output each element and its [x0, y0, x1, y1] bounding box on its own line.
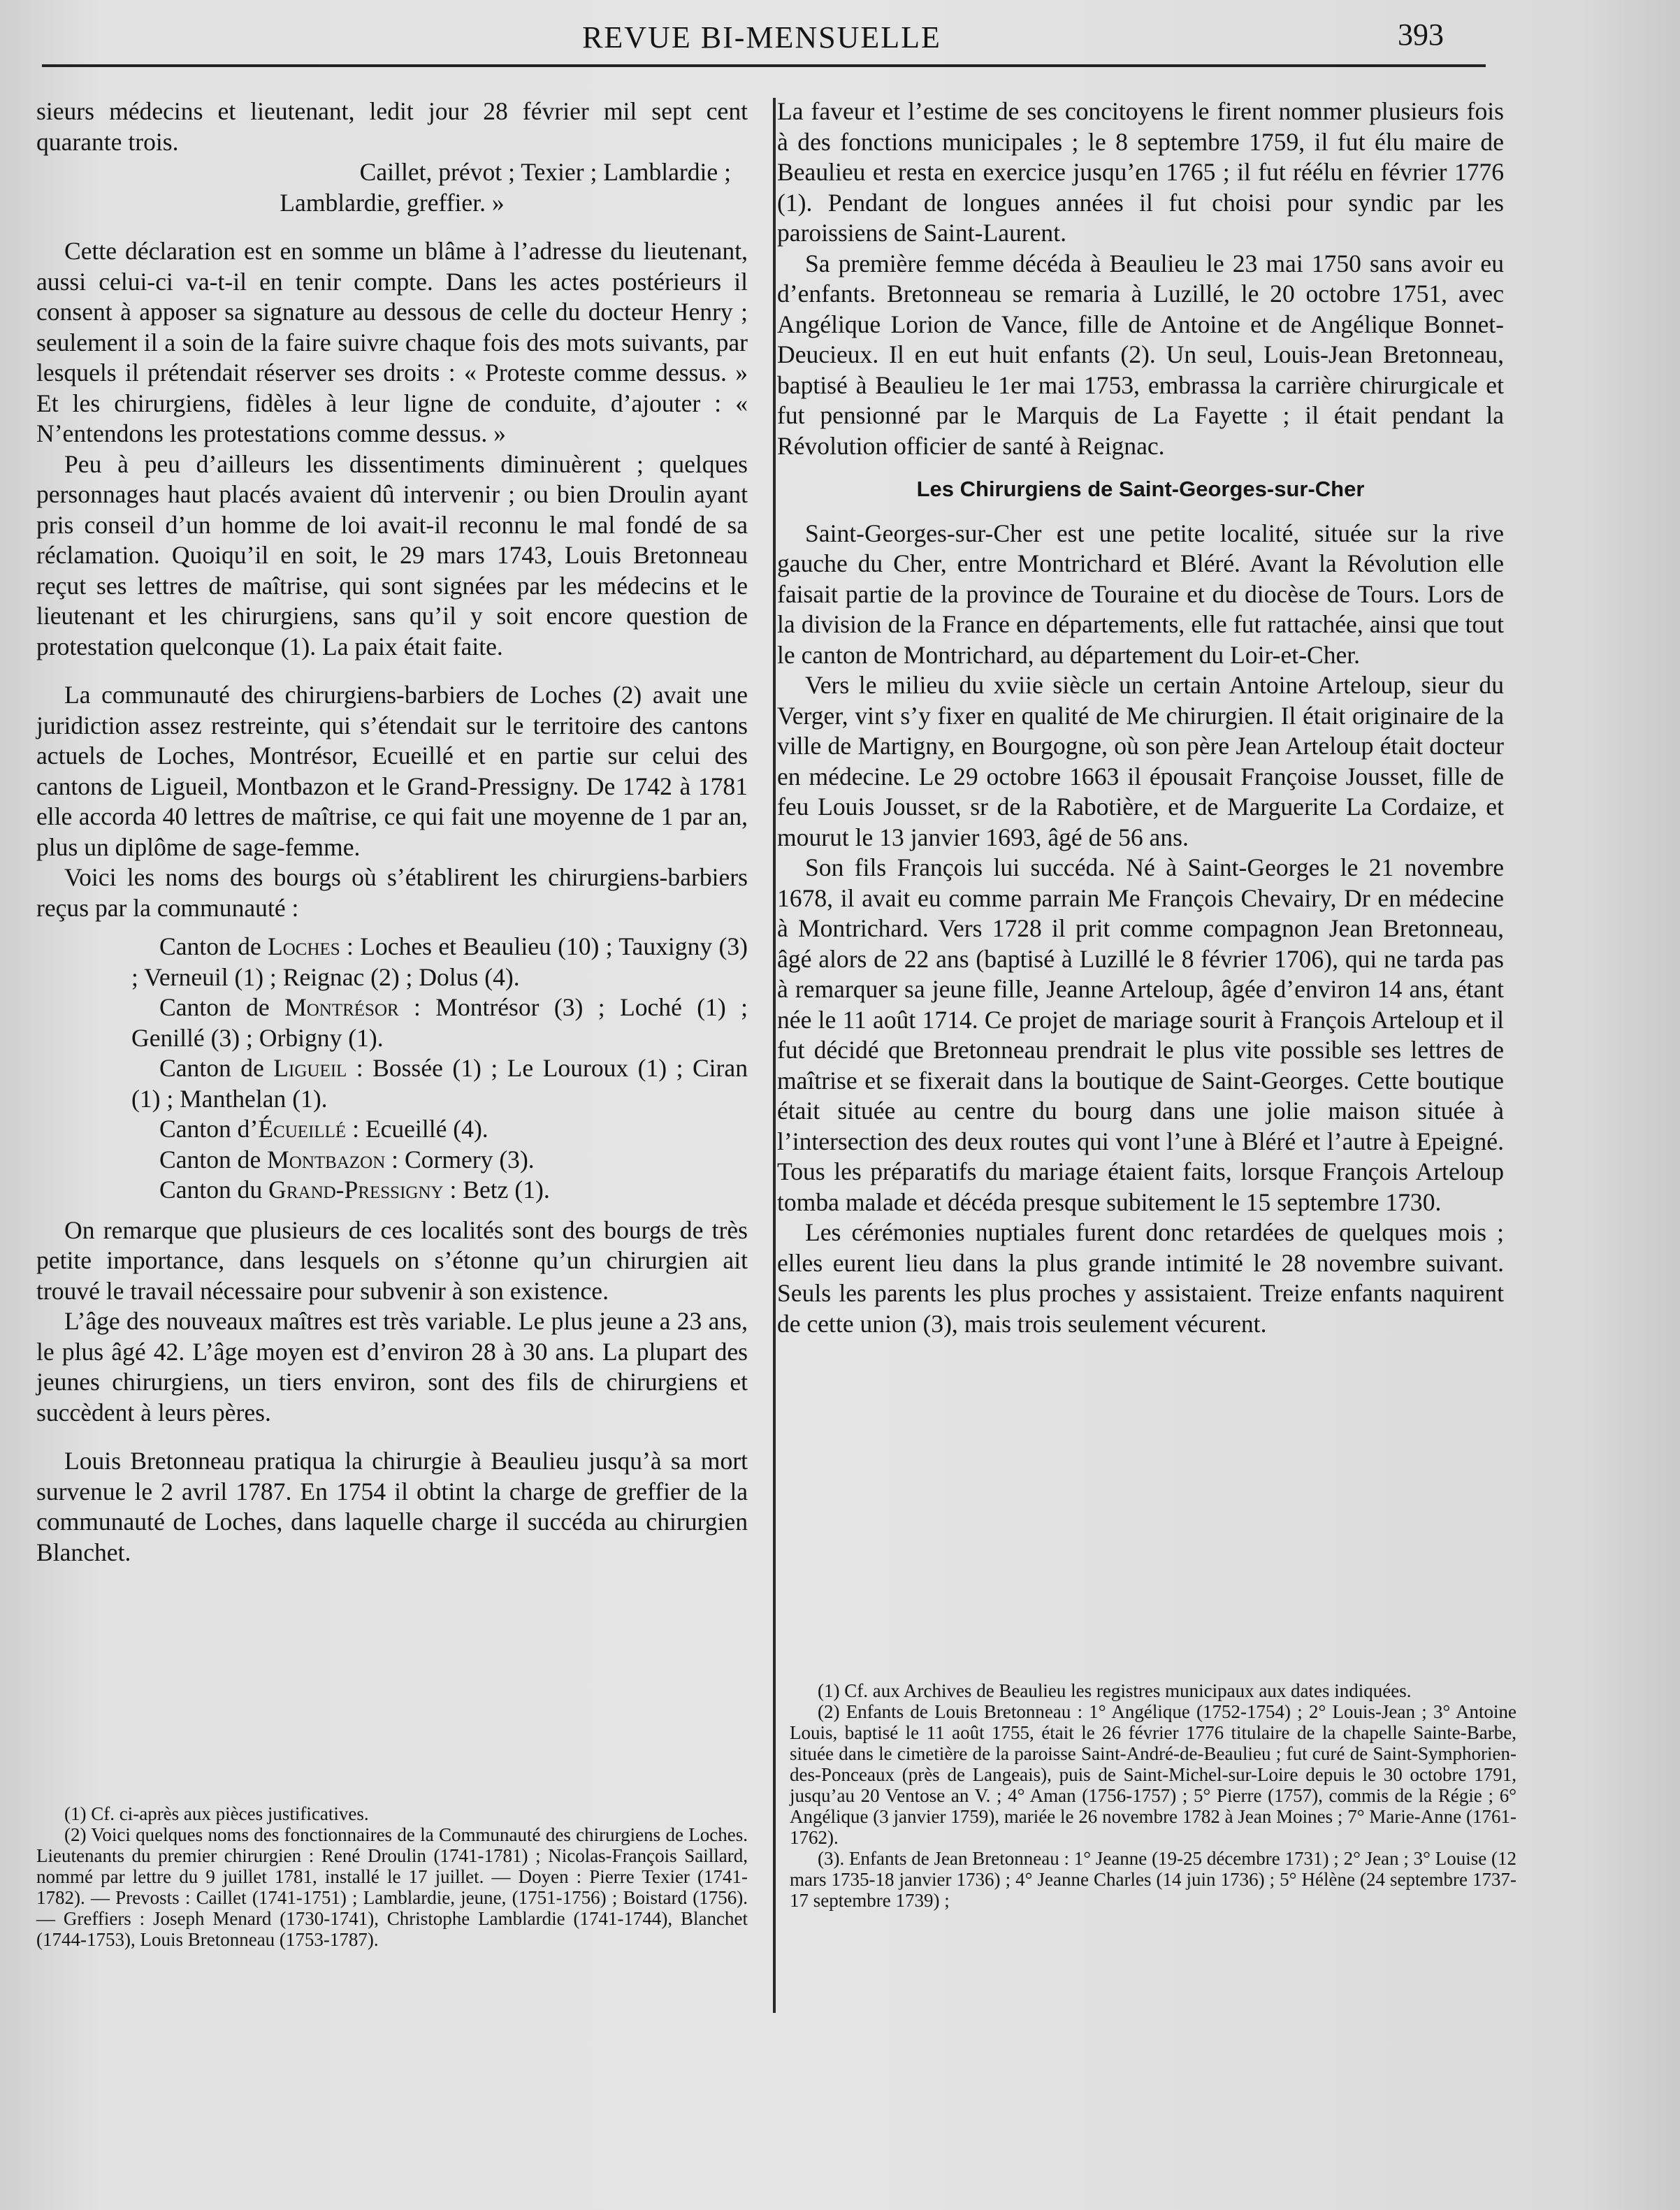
paragraph: On remarque que plusieurs de ces localités sont des bourgs de très petite importance, dans lesquels on s’étonne qu’un chirurgien ait trouvé le travail nécessaire pour subvenir à son existence.: [36, 1215, 748, 1305]
canton-prefix: Canton de: [159, 993, 285, 1021]
canton-name: Montbazon: [267, 1145, 386, 1173]
canton-name: Montrésor: [284, 993, 399, 1021]
canton-entry: [106, 1114, 748, 1145]
paragraph: Les cérémonies nuptiales furent donc retardées de quelques mois ; elles eurent lieu dans la plus grande intimité le 28 novembre suivant. Seuls les parents les plus proches y assistaient. Treize enfants naquirent de cette union (3), mais trois seulement vécurent.: [777, 1218, 1504, 1338]
canton-name: Écueillé: [258, 1115, 347, 1143]
page-number: 393: [1398, 17, 1444, 52]
footnote: (1) Cf. aux Archives de Beaulieu les registres municipaux aux dates indiquées.: [818, 1680, 1412, 1701]
canton-entry: [106, 1145, 748, 1176]
running-title: REVUE BI-MENSUELLE: [582, 20, 941, 55]
paragraph: Sa première femme décéda à Beaulieu le 23 mai 1750 sans avoir eu d’enfants. Bretonneau se remaria à Luzillé, le 20 octobre 1751, avec Angélique Lorion de Vance, fille de Antoine et de Angélique Bonnet-Deucieux. Il en eut huit enfants (2). Un seul, Louis-Jean Bretonneau, baptisé à Beaulieu le 1er mai 1753, embrassa la carrière chirurgicale et fut pensionné par le Marquis de La Fayette ; il était pendant la Révolution officier de santé à Reignac.: [777, 249, 1504, 460]
paragraph: Saint-Georges-sur-Cher est une petite localité, située sur la rive gauche du Cher, entre Montrichard et Bléré. Avant la Révolution elle faisait partie de la province de Touraine et du diocèse de Tours. Lors de la division de la France en départements, elle fut rattachée, ainsi que tout le canton de Montrichard, au département du Loir-et-Cher.: [777, 519, 1504, 669]
canton-text: : Loches et Beaulieu (10) ; Tauxigny (3) ; Verneuil (1) ; Reignac (2) ; Dolus (4).: [131, 932, 748, 991]
canton-prefix: Canton du: [159, 1176, 269, 1204]
canton-entry: [106, 992, 748, 1053]
paragraph: Son fils François lui succéda. Né à Saint-Georges le 21 novembre 1678, il avait eu comme parrain Me François Chevairy, Dr en médecine à Montrichard. Vers 1728 il prit comme compagnon Jean Bretonneau, âgé alors de 22 ans (baptisé à Luzillé le 8 février 1706), qui ne tarda pas à remarquer sa jeune fille, Jeanne Arteloup, âgée d’environ 14 ans, étant née le 11 août 1714. Ce projet de mariage sourit à François Arteloup et il fut décidé que Bretonneau prendrait le plus vite possible ses lettres de maîtrise et se fixerait dans la boutique de Saint-Georges. Cette boutique était située au centre du bourg dans une jolie maison située à l’intersection des deux routes qui vont l’une à Bléré et l’autre à Epeigné. Tous les préparatifs du mariage étaient faits, lorsque François Arteloup tomba malade et décéda presque subitement le 15 septembre 1730.: [777, 853, 1504, 1216]
canton-prefix: Canton de: [159, 1054, 274, 1082]
canton-list: [106, 932, 748, 1206]
canton-prefix: Canton de: [159, 932, 268, 960]
signature-line: Lamblardie, greffier. »: [280, 188, 505, 217]
paragraph: Peu à peu d’ailleurs les dissentiments diminuèrent ; quelques personnages haut placés avaient dû intervenir ; ou bien Droulin ayant pris conseil d’un homme de loi avait-il reconnu le mal fondé de sa réclamation. Quoiqu’il en soit, le 29 mars 1743, Louis Bretonneau reçut ses lettres de maîtrise, qui sont signées par les médecins et le lieutenant et les chirurgiens, sans qu’il y soit encore question de protestation quelconque (1). La paix était faite.: [36, 449, 748, 660]
footnote: (3). Enfants de Jean Bretonneau : 1° Jeanne (19-25 décembre 1731) ; 2° Jean ; 3° Louise (12 mars 1735-18 janvier 1736) ; 4° Jeanne Charles (14 juin 1736) ; 5° Hélène (24 septembre 1737-17 septembre 1739) ;: [790, 1848, 1516, 1911]
footnote: (2) Voici quelques noms des fonctionnaires de la Communauté des chirurgiens de Loches. Lieutenants du premier chirurgien : René Droulin (1741-1781) ; Nicolas-François Saillard, nommé par lettre du 9 juillet 1781, installé le 17 juillet. — Doyen : Pierre Texier (1741-1782). — Prevosts : Caillet (1741-1751) ; Lamblardie, jeune, (1751-1756) ; Boistard (1756). — Greffiers : Joseph Menard (1730-1741), Christophe Lamblardie (1741-1744), Blanchet (1744-1753), Louis Bretonneau (1753-1787).: [36, 1824, 748, 1950]
paragraph: Cette déclaration est en somme un blâme à l’adresse du lieutenant, aussi celui-ci va-t-il en tenir compte. Dans les actes postérieurs il consent à apposer sa signature au dessous de celle du docteur Henry ; seulement il a soin de la faire suivre chaque fois des mots suivants, par lesquels il prétendait réserver ses droits : « Proteste comme dessus. » Et les chirurgiens, fidèles à leur ligne de conduite, d’ajouter : « N’entendons les protestations comme dessus. »: [36, 237, 748, 447]
header-rule: [42, 64, 1486, 67]
paragraph: Vers le milieu du xviie siècle un certain Antoine Arteloup, sieur du Verger, vint s’y fixer en qualité de Me chirurgien. Il était originaire de la ville de Martigny, en Bourgogne, où son père Jean Arteloup était docteur en médecine. Le 29 octobre 1663 il épousait Françoise Jousset, fille de feu Louis Jousset, sr de la Rabotière, et de Marguerite La Cordaize, et mourut le 13 janvier 1693, âgé de 56 ans.: [777, 671, 1504, 851]
canton-entry: [106, 1175, 748, 1206]
canton-text: : Betz (1).: [443, 1176, 550, 1204]
footnote: (1) Cf. ci-après aux pièces justificatives.: [64, 1803, 369, 1824]
footnote: (2) Enfants de Louis Bretonneau : 1° Angélique (1752-1754) ; 2° Louis-Jean ; 3° Antoine Louis, baptisé le 11 août 1755, était le 26 février 1776 titulaire de la chapelle Sainte-Barbe, située dans le cimetière de la paroisse Saint-André-de-Beaulieu ; fut curé de Saint-Symphorien-des-Ponceaux (près de Langeais), puis de Saint-Michel-sur-Loire depuis le 30 octobre 1791, jusqu’au 20 Ventose an V. ; 4° Aman (1756-1757) ; 5° Pierre (1757), commis de la Régie ; 6° Angélique (3 janvier 1759), mariée le 26 novembre 1782 à Jean Moines ; 7° Marie-Anne (1761-1762).: [790, 1701, 1516, 1848]
paragraph: Louis Bretonneau pratiqua la chirurgie à Beaulieu jusqu’à sa mort survenue le 2 avril 1787. En 1754 il obtint la charge de greffier de la communauté de Loches, dans laquelle charge il succéda au chirurgien Blanchet.: [36, 1447, 748, 1566]
right-column: [777, 96, 1504, 1339]
paragraph: La communauté des chirurgiens-barbiers de Loches (2) avait une juridiction assez restreinte, qui s’étendait sur le territoire des cantons actuels de Loches, Montrésor, Ecueillé et en partie sur celui des cantons de Ligueil, Montbazon et le Grand-Pressigny. De 1742 à 1781 elle accorda 40 lettres de maîtrise, ce qui fait une moyenne de 1 par an, plus un diplôme de sage-femme.: [36, 681, 748, 861]
left-column: [36, 96, 748, 1568]
canton-text: : Ecueillé (4).: [346, 1115, 488, 1143]
canton-entry: [106, 932, 748, 992]
canton-text: : Bossée (1) ; Le Louroux (1) ; Ciran (1) ; Manthelan (1).: [131, 1054, 748, 1113]
canton-entry: [106, 1053, 748, 1114]
canton-name: Loches: [268, 932, 340, 960]
paragraph: sieurs médecins et lieutenant, ledit jour 28 février mil sept cent quarante trois.: [36, 97, 748, 156]
paragraph: Voici les noms des bourgs où s’établirent les chirurgiens-barbiers reçus par la communauté :: [36, 863, 748, 922]
column-divider: [773, 98, 776, 2013]
paragraph: La faveur et l’estime de ses concitoyens le firent nommer plusieurs fois à des fonctions municipales ; le 8 septembre 1759, il fut élu maire de Beaulieu et resta en exercice jusqu’en 1765 ; il fut réélu en février 1776 (1). Pendant de longues années il fut choisi pour syndic par les paroissiens de Saint-Laurent.: [777, 97, 1504, 247]
paragraph: L’âge des nouveaux maîtres est très variable. Le plus jeune a 23 ans, le plus âgé 42. L’âge moyen est d’environ 28 à 30 ans. La plupart des jeunes chirurgiens, un tiers environ, sont des fils de chirurgiens et succèdent à leurs pères.: [36, 1307, 748, 1427]
canton-text: : Cormery (3).: [385, 1145, 535, 1173]
right-footnotes: [790, 1680, 1516, 1911]
canton-prefix: Canton de: [159, 1145, 268, 1173]
canton-text: : Montrésor (3) ; Loché (1) ; Genillé (3) ; Orbigny (1).: [131, 993, 748, 1052]
canton-name: Grand-Pressigny: [268, 1176, 444, 1204]
left-footnotes: [36, 1803, 748, 1950]
canton-prefix: Canton d’: [159, 1115, 259, 1143]
signature-line: Caillet, prévot ; Texier ; Lamblardie ;: [359, 158, 731, 186]
section-title: Les Chirurgiens de Saint-Georges-sur-Cher: [916, 477, 1365, 501]
canton-name: Ligueil: [273, 1054, 347, 1082]
